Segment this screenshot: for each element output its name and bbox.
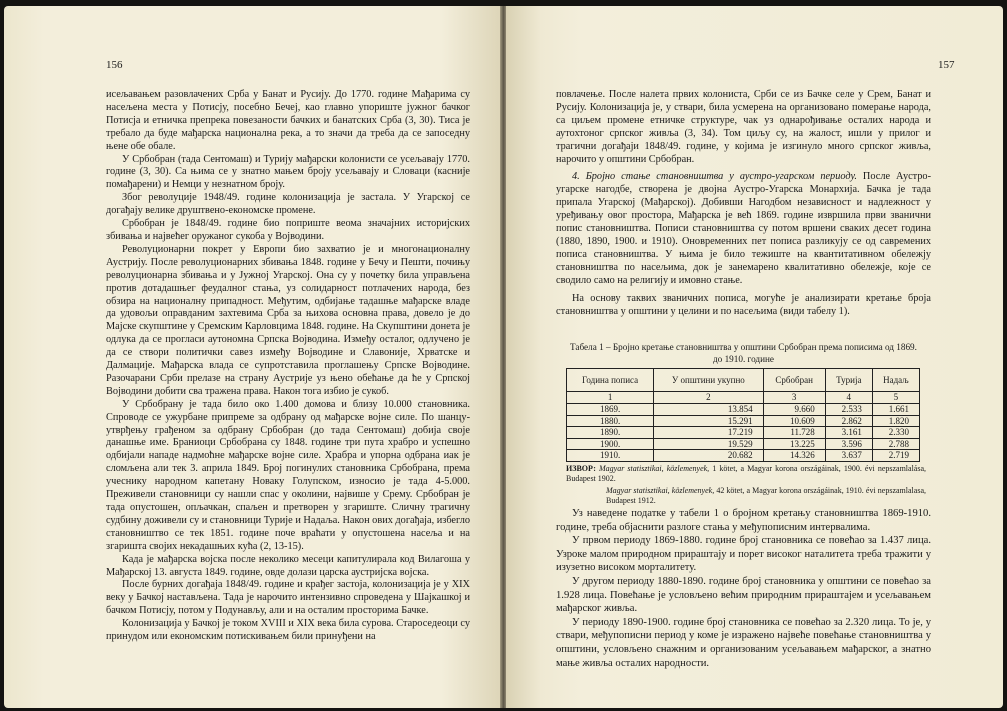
paragraph: Због револуције 1948/49. године колонизација је застала. У Угарској се догађају велике друштвено-економске промене. [106, 192, 470, 217]
section-heading: 4. Бројно стање становништва у аустро-угарском периоду. [572, 171, 857, 183]
source-label: ИЗВОР: [566, 464, 596, 473]
column-index: 2 [654, 392, 763, 404]
paragraph: Уз наведене податке у табели 1 о бројном кретању становништва 1869-1910. године, треба објаснити разлоге стања у међупописним интервалима. [556, 508, 931, 533]
table-cell: 3.596 [825, 438, 872, 450]
table-cell: 15.291 [654, 415, 763, 427]
paragraph: Србобран је 1848/49. године био поприште веома значајних историјских збивања и највећег оружаног сукоба у Војводини. [106, 218, 470, 242]
table-cell: 1.661 [872, 404, 919, 416]
source-title: Magyar statisztikai, közlemenyek, [606, 486, 715, 495]
paragraph: На основу таквих званичних пописа, могуће је анализирати кретање броја становништва у општини у целини и по насељима (види табелу 1). [556, 292, 931, 317]
section-paragraph [556, 171, 931, 287]
table-cell: 3.161 [825, 427, 872, 439]
right-page [506, 6, 1003, 708]
source-detail: 42 kötet, a Magyar korona országáinak, 1910. évi nepszamlalasa, Budapest 1912. [606, 486, 926, 505]
column-header: У општини укупно [654, 369, 763, 392]
table-cell: 1.820 [872, 415, 919, 427]
table-cell: 13.225 [763, 438, 825, 450]
table-cell: 1869. [567, 404, 654, 416]
column-header: Турија [825, 369, 872, 392]
page-number: 157 [938, 59, 955, 71]
column-index: 4 [825, 392, 872, 404]
source-line [566, 486, 926, 506]
column-header: Србобран [763, 369, 825, 392]
column-header: Година пописа [567, 369, 654, 392]
table-index-row [567, 392, 920, 404]
table-source [566, 464, 926, 508]
population-table [566, 368, 920, 462]
paragraph: У Србобран (тада Сентомаш) и Турију мађарски колонисти се усељавају 1770. године (3, 30). Са њима се у знатно мањем броју усељавају и Словаци (касније помађарени) и Немци у незнатном броју. [106, 153, 470, 191]
source-title: Magyar statisztikai, közlemenyek, [598, 464, 710, 473]
table-cell: 1890. [567, 427, 654, 439]
right-body-text-bottom [556, 507, 931, 670]
table-cell: 2.533 [825, 404, 872, 416]
table-row [567, 427, 920, 439]
table-cell: 9.660 [763, 404, 825, 416]
table-cell: 17.219 [654, 427, 763, 439]
column-header: Надаљ [872, 369, 919, 392]
table-cell: 11.728 [763, 427, 825, 439]
column-index: 5 [872, 392, 919, 404]
paragraph: исељавањем разовлачених Срба у Банат и Русију. До 1770. године Мађарима су насељена места у Потисју, посебно Бечеј, као главно упориште јужног бачког Потисја и етничка препрека повезаности бачких и банатских Срба (3, 30). Тиса је требало да буде мађарска национална река, а то значи да треба да се запоседну њене обе обале. [106, 89, 470, 152]
table-cell: 2.330 [872, 427, 919, 439]
source-detail: 1 kötet, a Magyar korona országáinak, 1900. évi nepszamlalása, Budapest 1902. [566, 464, 927, 483]
table-cell: 14.326 [763, 450, 825, 462]
table-cell: 3.637 [825, 450, 872, 462]
table-caption: Табела 1 – Бројно кретање становништва у општини Србобран према пописима од 1869. до 1910. године [570, 342, 917, 364]
table-cell: 1880. [567, 415, 654, 427]
paragraph: повлачење. После налета првих колониста, Срби се из Бачке селе у Срем, Банат и Русију. Колонизација је, у ствари, била усмерена на организовано померање народа, са циљем промене етничке структуре, чак уз однарођивање осталих народа и аутохтоног српског живља (3, 34). Том циљу су, на жалост, ишли у прилог и трагични догађаји 1848/49. године, у којима је изгинуло много српског живља, нарочито у општини Србобран. [556, 89, 931, 165]
paragraph: Када је мађарска војска после неколико месеци капитулирала код Вилагоша у Мађарској 13. августа 1849. године, овде долази царска аустријска војска. [106, 553, 470, 578]
paragraph: У периоду 1890-1900. године број становника се повећао за 2.320 лица. То је, у ствари, међупописни период у коме је изражено највеће повећање становништва у општини, условљено снажним и организованим усељавањем мађарског, а знатно мање живља осталих народности. [556, 616, 931, 669]
column-index: 3 [763, 392, 825, 404]
table-row [567, 450, 920, 462]
paragraph: У другом периоду 1880-1890. године број становника у општини се повећао за 1.928 лица. Повећање је условљено већим природним прираштајем и усељавањем мађарског живља. [556, 575, 931, 615]
left-body-text [106, 89, 470, 644]
column-index: 1 [567, 392, 654, 404]
table-cell: 19.529 [654, 438, 763, 450]
table-row [567, 415, 920, 427]
right-body-text-top [556, 89, 931, 318]
section-text: После Аустро-угарске нагодбе, створена је двојна Аустро-Угарска Монархија. Бачка је тада припала Угарској (Мађарској). Добивши Нагодбом независност и надлежност у уређивању овог простора, Мађарска је већ 1869. године извршила први званични попис становништва. Пописи становништва су потом вршени сваких десет година (1880, 1890, 1900. и 1910). Оновременних пет пописа разликују се од савремених пописа становништва. У њима је било тежиште на квантитативном обележју становништва по насељима, док је занемарено квалитативно обележје, које се сводило само на религију и имовно стање. [556, 171, 932, 286]
page-number: 156 [106, 59, 123, 71]
table-cell: 2.719 [872, 450, 919, 462]
paragraph: У Србобрану је тада било око 1.400 домова и близу 10.000 становника. Спроводе се ужурбане припреме за одбрану од мађарске војне силе. По шанцу-утврђењу грађеном за одбрану Србобран (до тада Сентомаш) добија своје данашње име. Браниоци Србобрана су 1848. године три пута храбро и успешно одбијали нападе надмоћне мађарске војне силе. Храбра и упорна одбрана иак је сломљена али тек 3. априла 1849. Број погинулих становника Србобрана, према учеснику народном капетану Новаку Голупском, износио је тада 4-5.000. Преживели становници су нашли спас у околини, највише у Срему. Србобран је тада опустошен, опљачкан, спаљен и претворен у згариште. Сличну трагичну судбину доживели су и становници Турије и Надаља. Након ових догађаја, избегло становништво се тек 1851. године поче враћати у опустошена насеља и на згаришта својих некадашњих кућа (2, 13-15). [106, 398, 470, 552]
table-row [567, 404, 920, 416]
table-cell: 1910. [567, 450, 654, 462]
table-cell: 20.682 [654, 450, 763, 462]
source-line [566, 464, 926, 484]
table-cell: 13.854 [654, 404, 763, 416]
table-cell: 1900. [567, 438, 654, 450]
paragraph: У првом периоду 1869-1880. године број становника се повећао за 1.437 лица. Узроке малом природном прираштају и порет високог наталитета треба тражити у изузетно високом морталитету. [556, 535, 931, 574]
table-cell: 2.862 [825, 415, 872, 427]
paragraph: Колонизација у Бачкој је током XVIII и XIX века била сурова. Староседеоци су принудом или економским потискивањем били принуђени на [106, 618, 470, 643]
paragraph: Револуционарни покрет у Европи био захватио је и многонационалну Аустрију. После револуционарних збивања 1848. године у Бечу и Пешти, почињу револуционарна збивања и у Јужној Угарској. Она су у почетку била управљена против дотадашњег феудалног стања, уз солидарност потлачених народа, без обзира на националну припадност. Међутим, одбијање тадашње мађарске владе да удовољи оправданим захтевима Срба за њихова основна права, довело је до Мајске скупштине у Сремским Карловцима 1848. године. На Скупштини донета је одлука да се прогласи аутономна Српска Војводина. Између осталог, одлучено је да се створи политички савез између Војводине и Славоније, Хрватске и Далмације. Мађарска влада се супротставила проглашењу Српске Војводине. Разочарани Срби прелазе на страну Аустрије уз њено обећање да ће у Српској Војводини добити сва тражена права. Након тога избио је сукоб. [106, 243, 470, 397]
table-cell: 10.609 [763, 415, 825, 427]
paragraph: После бурних догађаја 1848/49. године и крађег застоја, колонизација је у XIX веку у Бачкој настављена. Тада је нарочито интензивно спроведена у Шајкашкој и бачком Потисју, потом у Подунављу, али и на осталим просторима Бачке. [106, 579, 470, 617]
left-page [4, 6, 501, 708]
table-header-row [567, 369, 920, 392]
table-row [567, 438, 920, 450]
table-cell: 2.788 [872, 438, 919, 450]
